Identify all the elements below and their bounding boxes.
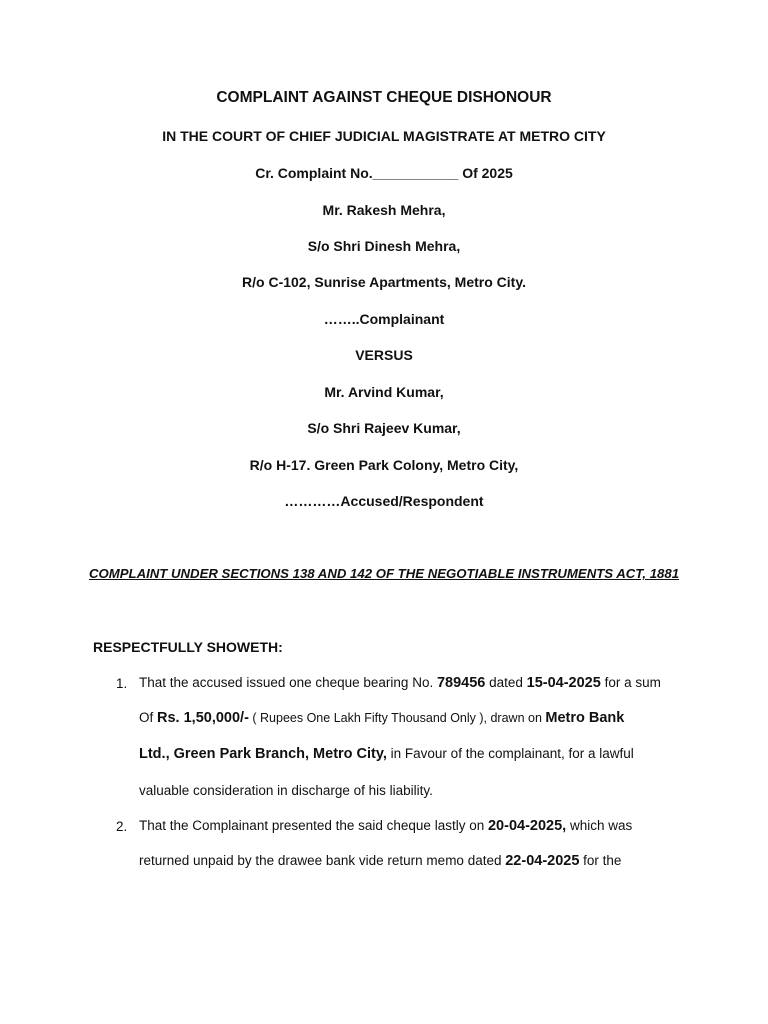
complainant-role: ……..Complainant (323, 311, 445, 327)
accused-parent: S/o Shri Rajeev Kumar, (307, 420, 461, 436)
text-segment: That the accused issued one cheque bearing No. (139, 675, 437, 690)
section-heading: COMPLAINT UNDER SECTIONS 138 AND 142 OF THE NEGOTIABLE INSTRUMENTS ACT, 1881 (88, 566, 680, 581)
accused-name: Mr. Arvind Kumar, (324, 384, 444, 400)
presentation-date: 20-04-2025, (487, 818, 567, 834)
item-1-line-1 (139, 675, 661, 691)
accused-address: R/o H-17. Green Park Colony, Metro City, (249, 457, 519, 473)
complainant-address: R/o C-102, Sunrise Apartments, Metro City. (242, 274, 526, 290)
accused-role: …………Accused/Respondent (284, 493, 484, 509)
text-segment: for the (579, 853, 622, 868)
item-2-line-2 (139, 853, 621, 869)
amount-in-words: ( Rupees One Lakh Fifty Thousand Only ), drawn on (248, 711, 546, 725)
bank-name: Metro Bank (545, 710, 625, 726)
cheque-number: 789456 (436, 675, 486, 691)
text-segment: which was (566, 818, 633, 833)
complaint-number: Cr. Complaint No.___________ Of 2025 (255, 165, 513, 181)
text-segment: returned unpaid by the drawee bank vide return memo dated (139, 853, 506, 868)
item-number: 2. (116, 819, 128, 834)
complainant-parent: S/o Shri Dinesh Mehra, (307, 238, 461, 254)
item-number: 1. (116, 676, 128, 691)
complainant-name: Mr. Rakesh Mehra, (322, 202, 446, 218)
item-1-line-2 (139, 710, 624, 726)
cheque-date: 15-04-2025 (526, 675, 601, 691)
bank-branch: Ltd., Green Park Branch, Metro City, (139, 746, 387, 762)
text-segment: Of (139, 710, 158, 725)
respectfully-heading: RESPECTFULLY SHOWETH: (93, 639, 283, 655)
item-1-line-4: valuable consideration in discharge of his liability. (139, 783, 433, 798)
text-segment: for a sum (600, 675, 661, 690)
court-name: IN THE COURT OF CHIEF JUDICIAL MAGISTRATE AT METRO CITY (162, 128, 606, 144)
item-2-line-1 (139, 818, 632, 834)
text-segment: in Favour of the complainant, for a lawful (386, 746, 634, 761)
item-1-line-3 (139, 746, 634, 762)
cheque-amount: Rs. 1,50,000/- (157, 710, 249, 726)
return-memo-date: 22-04-2025 (505, 853, 580, 869)
document-title: COMPLAINT AGAINST CHEQUE DISHONOUR (216, 89, 552, 106)
text-segment: dated (485, 675, 527, 690)
versus-label: VERSUS (355, 347, 413, 363)
text-segment: That the Complainant presented the said cheque lastly on (139, 818, 488, 833)
